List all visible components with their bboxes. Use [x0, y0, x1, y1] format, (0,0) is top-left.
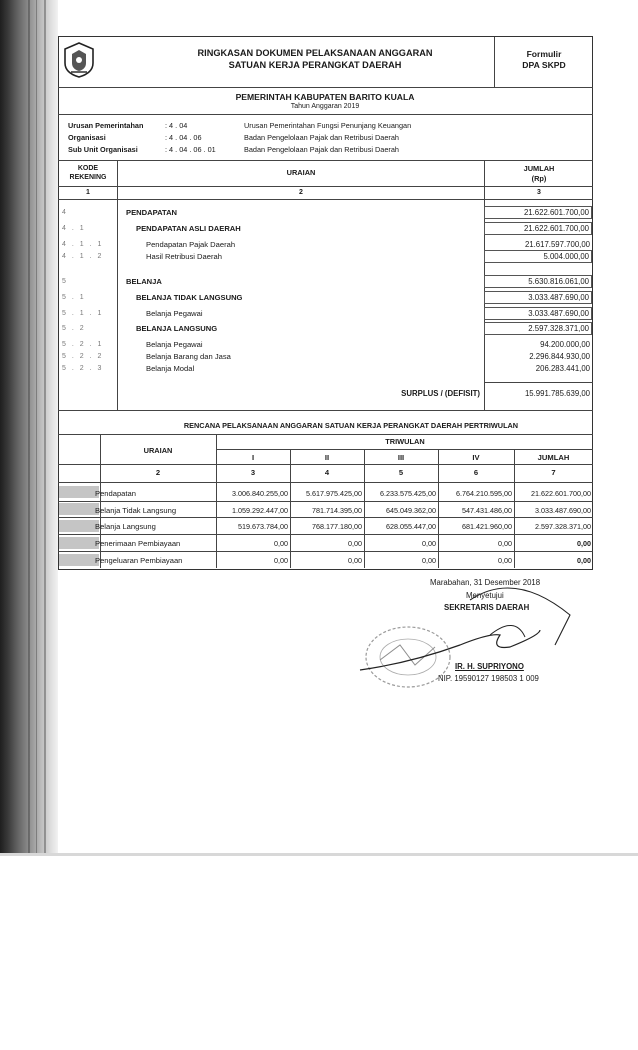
divider [494, 37, 495, 88]
row-amount: 21.622.601.700,00 [484, 222, 592, 235]
signer-nip: NIP. 19590127 198503 1 009 [438, 674, 539, 683]
row-label: Belanja Tidak Langsung [95, 506, 177, 515]
official-stamp-signature-icon [340, 575, 600, 715]
row-code: 5 . 1 . 1 [62, 310, 104, 317]
row-amount: 21.622.601.700,00 [484, 206, 592, 219]
col-kode-2: REKENING [69, 174, 107, 181]
row-q3: 628.055.447,00 [386, 522, 436, 531]
divider [58, 410, 593, 411]
row-shade [59, 520, 99, 532]
info-label: Urusan Pemerintahan [68, 121, 144, 130]
col-jumlah-1: JUMLAH [523, 164, 555, 173]
row-total: 2.597.328.371,00 [535, 522, 591, 531]
info-desc: Urusan Pemerintahan Fungsi Penunjang Keuangan [244, 121, 412, 130]
row-amount: 3.033.487.690,00 [484, 291, 592, 304]
row-code: 5 [62, 278, 68, 285]
row-q3: 645.049.362,00 [386, 506, 436, 515]
divider [58, 534, 593, 535]
info-label: Organisasi [68, 133, 106, 142]
row-amount: 2.296.844.930,00 [529, 352, 590, 361]
row-q2: 768.177.180,00 [312, 522, 362, 531]
divider [58, 114, 593, 115]
row-shade [59, 503, 99, 515]
row-label: BELANJA [126, 277, 162, 286]
row-label: Penerimaan Pembiayaan [95, 539, 181, 548]
scan-edge-bottom [0, 853, 638, 856]
row-label: Belanja Pegawai [146, 309, 203, 318]
row-code: 4 [62, 209, 68, 216]
row-label: Pengeluaran Pembiayaan [95, 556, 183, 565]
col-q2: II [324, 453, 330, 462]
row-amount: 5.004.000,00 [484, 250, 592, 263]
row-code: 5 . 2 [62, 325, 86, 332]
row-q2: 0,00 [348, 556, 362, 565]
info-label: Sub Unit Organisasi [68, 145, 138, 154]
divider [58, 517, 593, 518]
row-shade [59, 537, 99, 549]
info-code: : 4 . 04 [165, 121, 188, 130]
surplus-amount: 15.991.785.639,00 [524, 389, 590, 398]
row-label: Hasil Retribusi Daerah [146, 252, 222, 261]
approval-text: Menyetujui [466, 591, 504, 600]
divider [58, 464, 593, 465]
col-num-1: 1 [86, 189, 90, 196]
row-q4: 547.431.486,00 [462, 506, 512, 515]
row-q4: 0,00 [498, 539, 512, 548]
form-label-1: Formulir [526, 49, 562, 59]
row-code: 5 . 2 . 3 [62, 365, 104, 372]
info-desc: Badan Pengelolaan Pajak dan Retribusi Daerah [244, 133, 399, 142]
signer-name: IR. H. SUPRIYONO [455, 662, 524, 671]
row-q1: 519.673.784,00 [238, 522, 288, 531]
row-amount: 3.033.487.690,00 [484, 307, 592, 320]
info-desc: Badan Pengelolaan Pajak dan Retribusi Daerah [244, 145, 399, 154]
row-amount: 5.630.816.061,00 [484, 275, 592, 288]
signer-position: SEKRETARIS DAERAH [444, 603, 530, 612]
row-q2: 0,00 [348, 539, 362, 548]
row-amount: 2.597.328.371,00 [484, 322, 592, 335]
divider [58, 482, 593, 483]
row-q1: 0,00 [274, 539, 288, 548]
col-q1: I [251, 453, 255, 462]
row-label: Belanja Pegawai [146, 340, 203, 349]
divider [58, 551, 593, 552]
info-code: : 4 . 04 . 06 [165, 133, 202, 142]
col-jumlah-2: (Rp) [531, 174, 547, 183]
divider [58, 87, 593, 88]
scan-stripe [36, 0, 37, 855]
divider [58, 160, 593, 161]
row-label: Belanja Barang dan Jasa [146, 352, 231, 361]
row-q3: 6.233.575.425,00 [380, 489, 436, 498]
divider [117, 160, 118, 410]
place-date: Marabahan, 31 Desember 2018 [430, 578, 541, 587]
row-label: Pendapatan Pajak Daerah [146, 240, 236, 249]
row-q2: 5.617.975.425,00 [306, 489, 362, 498]
government-name: PEMERINTAH KABUPATEN BARITO KUALA [235, 92, 415, 102]
row-total: 21.622.601.700,00 [531, 489, 591, 498]
row-amount: 94.200.000,00 [540, 340, 590, 349]
divider [216, 449, 593, 450]
row-label: Belanja Langsung [95, 522, 156, 531]
row-code: 4 . 1 . 1 [62, 241, 104, 248]
col-num: 2 [155, 468, 161, 477]
doc-title-line2: SATUAN KERJA PERANGKAT DAERAH [228, 60, 402, 70]
row-label: PENDAPATAN [126, 208, 178, 217]
row-q4: 681.421.960,00 [462, 522, 512, 531]
regency-logo-icon [62, 41, 96, 79]
info-code: : 4 . 04 . 06 . 01 [165, 145, 216, 154]
row-code: 4 . 1 [62, 225, 86, 232]
divider [58, 434, 593, 435]
row-q1: 3.006.840.255,00 [232, 489, 288, 498]
col-jumlah: JUMLAH [537, 453, 570, 462]
row-total: 3.033.487.690,00 [535, 506, 591, 515]
row-q4: 6.764.210.595,00 [456, 489, 512, 498]
row-shade [59, 554, 99, 566]
row-amount: 21.617.597.700,00 [524, 240, 590, 249]
row-q1: 1.059.292.447,00 [232, 506, 288, 515]
row-code: 4 . 1 . 2 [62, 253, 104, 260]
divider [484, 382, 593, 383]
col-triwulan: TRIWULAN [385, 437, 425, 446]
row-amount: 206.283.441,00 [535, 364, 590, 373]
scan-stripe [28, 0, 30, 855]
row-label: Pendapatan [95, 489, 136, 498]
divider [58, 501, 593, 502]
fiscal-year: Tahun Anggaran 2019 [290, 103, 360, 110]
col-kode-1: KODE [77, 165, 99, 172]
row-code: 5 . 1 [62, 294, 86, 301]
row-shade [59, 486, 99, 498]
col-q4: IV [472, 453, 480, 462]
row-label: BELANJA LANGSUNG [136, 324, 218, 333]
row-q2: 781.714.395,00 [312, 506, 362, 515]
col-num: 6 [473, 468, 479, 477]
divider [58, 186, 593, 187]
row-q3: 0,00 [422, 539, 436, 548]
col-q3: III [397, 453, 405, 462]
row-total: 0,00 [577, 556, 591, 565]
row-label: PENDAPATAN ASLI DAERAH [136, 224, 241, 233]
col-num: 3 [250, 468, 256, 477]
row-code: 5 . 2 . 2 [62, 353, 104, 360]
divider [58, 199, 593, 200]
doc-title-line1: RINGKASAN DOKUMEN PELAKSANAAN ANGGARAN [197, 48, 433, 58]
col-num-3: 3 [537, 189, 541, 196]
col-uraian: URAIAN [143, 446, 173, 455]
scan-stripe [44, 0, 46, 855]
col-num: 4 [324, 468, 330, 477]
row-label: BELANJA TIDAK LANGSUNG [136, 293, 243, 302]
row-q1: 0,00 [274, 556, 288, 565]
row-code: 5 . 2 . 1 [62, 341, 104, 348]
form-label-2: DPA SKPD [522, 60, 566, 70]
col-num: 5 [398, 468, 404, 477]
table2-title: RENCANA PELAKSANAAN ANGGARAN SATUAN KERJA PERANGKAT DAERAH PERTRIWULAN [183, 421, 519, 430]
row-q3: 0,00 [422, 556, 436, 565]
col-num-2: 2 [299, 189, 303, 196]
surplus-label: SURPLUS / (DEFISIT) [401, 389, 480, 398]
row-label: Belanja Modal [146, 364, 195, 373]
col-uraian: URAIAN [286, 168, 316, 177]
row-q4: 0,00 [498, 556, 512, 565]
col-num: 7 [551, 468, 556, 477]
row-total: 0,00 [577, 539, 591, 548]
